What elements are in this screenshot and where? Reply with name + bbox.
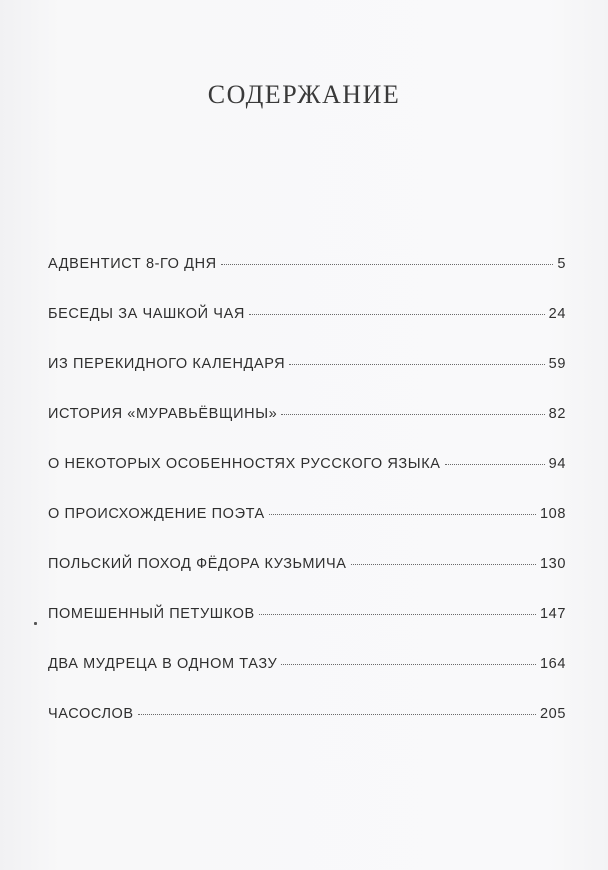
toc-entry-page: 108 <box>540 506 566 522</box>
toc-entry-title: БЕСЕДЫ ЗА ЧАШКОЙ ЧАЯ <box>48 306 245 322</box>
toc-entry[interactable] <box>48 456 566 480</box>
dot-leader <box>351 564 536 565</box>
toc-entry[interactable] <box>48 656 566 680</box>
toc-entry[interactable] <box>48 306 566 330</box>
toc-entry-title: ПОЛЬСКИЙ ПОХОД ФЁДОРА КУЗЬМИЧА <box>48 556 347 572</box>
toc-entry-page: 164 <box>540 656 566 672</box>
toc-entry-page: 94 <box>548 456 566 472</box>
print-mark <box>34 622 37 625</box>
dot-leader <box>221 264 554 265</box>
toc-entry-title: О ПРОИСХОЖДЕНИЕ ПОЭТА <box>48 506 265 522</box>
toc-entry[interactable] <box>48 256 566 280</box>
toc-entry[interactable] <box>48 556 566 580</box>
toc-entry[interactable] <box>48 406 566 430</box>
toc-entry[interactable] <box>48 356 566 380</box>
dot-leader <box>289 364 544 365</box>
toc-entry-title: АДВЕНТИСТ 8-ГО ДНЯ <box>48 256 217 272</box>
toc-entry-title: ДВА МУДРЕЦА В ОДНОМ ТАЗУ <box>48 656 278 672</box>
toc-entry[interactable] <box>48 706 566 730</box>
toc-entry-page: 5 <box>557 256 566 272</box>
dot-leader <box>269 514 536 515</box>
dot-leader <box>445 464 545 465</box>
dot-leader <box>249 314 545 315</box>
toc-entry-page: 147 <box>540 606 566 622</box>
dot-leader <box>281 664 536 665</box>
toc-entry[interactable] <box>48 606 566 630</box>
toc-entry-title: ИСТОРИЯ «МУРАВЬЁВЩИНЫ» <box>48 406 278 422</box>
dot-leader <box>138 714 536 715</box>
toc-entry-page: 205 <box>540 706 566 722</box>
dot-leader <box>281 414 544 415</box>
toc-entry-page: 82 <box>548 406 566 422</box>
toc-entry-page: 24 <box>548 306 566 322</box>
dot-leader <box>259 614 536 615</box>
toc-entry-page: 59 <box>548 356 566 372</box>
toc-entry-title: ПОМЕШЕННЫЙ ПЕТУШКОВ <box>48 606 255 622</box>
toc-entry-title: О НЕКОТОРЫХ ОСОБЕННОСТЯХ РУССКОГО ЯЗЫКА <box>48 456 441 472</box>
toc-entry-title: ЧАСОСЛОВ <box>48 706 134 722</box>
toc-entry-page: 130 <box>540 556 566 572</box>
toc-entry-title: ИЗ ПЕРЕКИДНОГО КАЛЕНДАРЯ <box>48 356 286 372</box>
toc-entry[interactable] <box>48 506 566 530</box>
page-title: СОДЕРЖАНИЕ <box>207 80 401 109</box>
